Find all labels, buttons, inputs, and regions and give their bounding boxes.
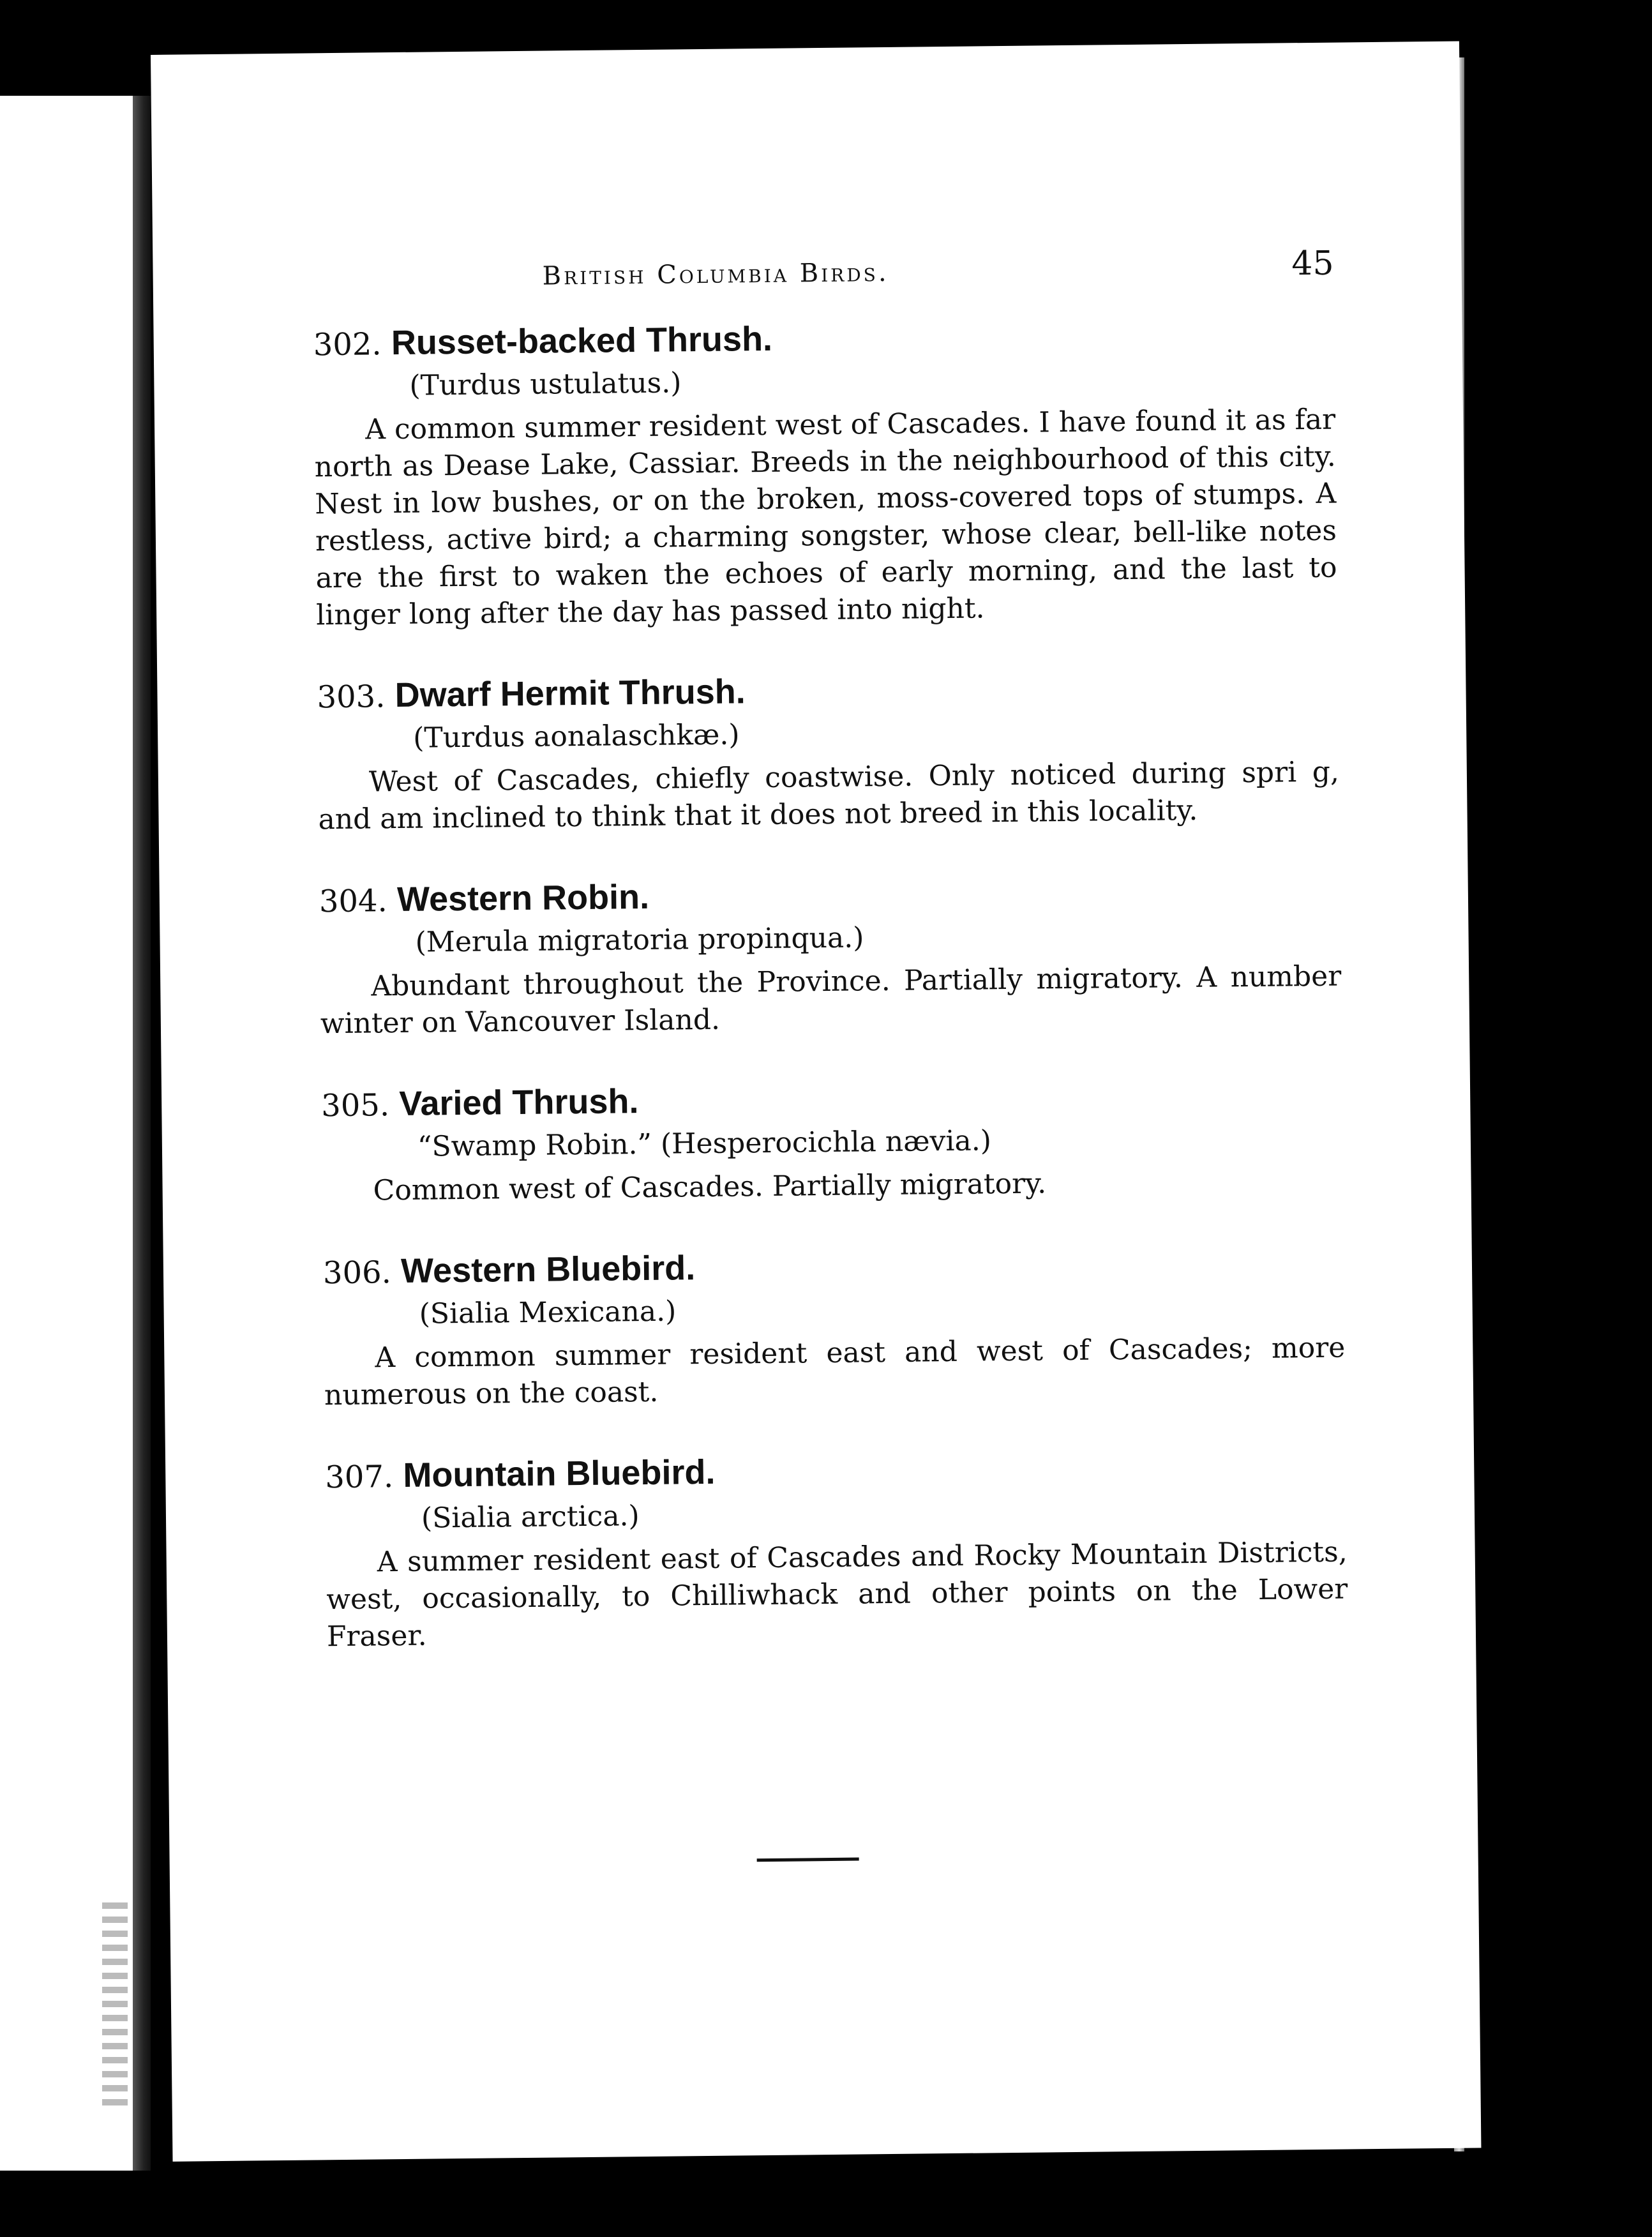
scientific-name: (Merula migratoria propinqua.) — [415, 921, 864, 959]
entry-description: A common summer resident east and west of Cascades; more numerous on the coast. — [324, 1331, 1346, 1412]
running-header — [542, 244, 1334, 291]
species-name: Dwarf Hermit Thrush. — [394, 672, 746, 715]
running-title: British Columbia Birds. — [542, 257, 889, 291]
species-name: Western Robin. — [396, 877, 650, 919]
species-entry — [319, 868, 1342, 1043]
entry-description: West of Cascades, chiefly coastwise. Only noticed during spri g, and am inclined to think that it does not breed in this locality. — [318, 755, 1340, 836]
species-name: Russet-backed Thrush. — [391, 319, 773, 363]
species-name: Mountain Bluebird. — [403, 1452, 716, 1495]
species-entry — [323, 1239, 1346, 1415]
book-page — [151, 41, 1481, 2162]
entry-number: 307. — [325, 1459, 394, 1496]
scientific-name: (Sialia arctica.) — [421, 1500, 640, 1535]
entry-number: 305. — [320, 1087, 390, 1124]
entry-number: 302. — [313, 326, 382, 363]
scientific-name: (Turdus aonalaschkæ.) — [412, 718, 740, 755]
entry-number: 304. — [319, 883, 388, 920]
species-entry — [313, 311, 1337, 635]
entry-description: A common summer resident west of Cascades. I have found it as far north as Dease Lake, Cassiar. Breeds in the neighbourhood of this city. Nest in low bushes, or on the broken, moss-covered tops of stumps. A restless, active bird; a charming songster, whose clear, bell-like notes are the first to waken the echoes of early morning, and the last to linger long after the day has passed into night. — [314, 403, 1337, 632]
entry-description: Common west of Cascades. Partially migratory. — [373, 1167, 1047, 1207]
entry-number: 303. — [317, 679, 386, 716]
scientific-name: (Turdus ustulatus.) — [409, 366, 682, 402]
scientific-name: (Sialia Mexicana.) — [419, 1295, 677, 1330]
species-entries — [313, 311, 1348, 1696]
book-gutter — [133, 96, 151, 2171]
scientific-name: “Swamp Robin.” (Hesperocichla nævia.) — [417, 1124, 992, 1163]
entry-description: A summer resident east of Cascades and Rocky Mountain Districts, west, occasionally, to Chilliwhack and other points on the Lower Fraser. — [326, 1535, 1348, 1653]
binding-stitch — [102, 1902, 128, 2113]
species-entry — [321, 1072, 1344, 1210]
left-page-margin — [0, 96, 137, 2171]
section-end-rule — [757, 1858, 859, 1862]
entry-number: 306. — [322, 1254, 392, 1292]
entry-description: Abundant throughout the Province. Partially migratory. A number winter on Vancouver Island. — [320, 960, 1342, 1041]
species-entry — [325, 1443, 1348, 1656]
page-number: 45 — [1291, 244, 1334, 283]
species-entry — [317, 663, 1340, 839]
species-name: Western Bluebird. — [400, 1249, 696, 1290]
species-name: Varied Thrush. — [399, 1082, 639, 1124]
